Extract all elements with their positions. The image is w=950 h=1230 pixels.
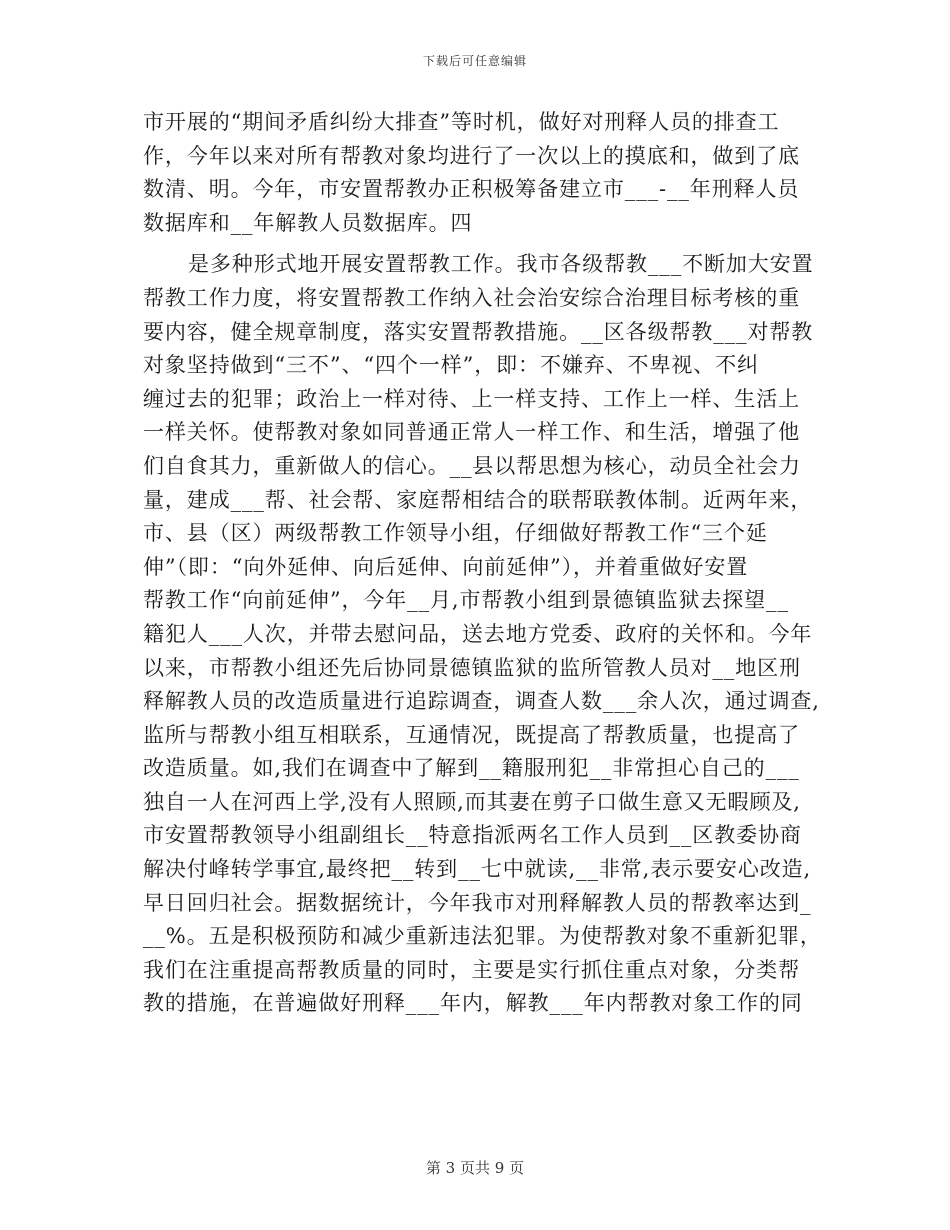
text-line: 市开展的“期间矛盾纠纷大排查”等时机，做好对刑释人员的排查工 xyxy=(143,110,780,134)
text-line: 教的措施，在普遍做好刑释___年内，解教___年内帮教对象工作的同 xyxy=(143,991,803,1016)
text-line: 量，建成___帮、社会帮、家庭帮相结合的联帮联教体制。近两年来， xyxy=(143,487,813,512)
page-header: 下载后可任意编辑 xyxy=(422,54,527,68)
document-body xyxy=(143,106,823,1021)
text-line: 释解教人员的改造质量进行追踪调查，调查人数___余人次，通过调查, xyxy=(143,689,820,714)
text-line: 市安置帮教领导小组副组长__特意指派两名工作人员到__区教委协商 xyxy=(143,823,802,848)
text-line: 作，今年以来对所有帮教对象均进行了一次以上的摸底和，做到了底 xyxy=(143,143,800,168)
text-line: 监所与帮教小组互相联系，互通情况，既提高了帮教质量，也提高了 xyxy=(143,722,800,747)
text-line: 籍犯人___人次，并带去慰问品，送去地方党委、政府的关怀和。今年 xyxy=(143,621,813,646)
text-line: 我们在注重提高帮教质量的同时，主要是实行抓住重点对象，分类帮 xyxy=(143,957,800,982)
text-line: 市、县（区）两级帮教工作领导小组，仔细做好帮教工作“三个延 xyxy=(143,521,768,546)
text-line: 要内容，健全规章制度，落实安置帮教措施。__区各级帮教___对帮教 xyxy=(143,319,814,344)
text-line: 帮教工作“向前延伸”，今年__月,市帮教小组到景德镇监狱去探望__ xyxy=(143,588,789,613)
text-line: 早日回归社会。据数据统计，今年我市对刑释解教人员的帮教率达到_ xyxy=(143,890,812,915)
text-line: 缠过去的犯罪；政治上一样对待、上一样支持、工作上一样、生活上 xyxy=(143,386,800,411)
text-line: 们自食其力，重新做人的信心。__县以帮思想为核心，动员全社会力 xyxy=(143,453,801,478)
text-line: 数清、明。今年，市安置帮教办正积极筹备建立市___-__年刑释人员 xyxy=(143,177,800,202)
text-line: 是多种形式地开展安置帮教工作。我市各级帮教___不断加大安置 xyxy=(188,252,814,277)
text-line: 对象坚持做到“三不”、“四个一样”，即：不嫌弃、不卑视、不纠 xyxy=(143,353,759,378)
text-line: 以来，市帮教小组还先后协同景德镇监狱的监所管教人员对__地区刑 xyxy=(143,655,801,680)
text-line: 帮教工作力度，将安置帮教工作纳入社会治安综合治理目标考核的重 xyxy=(143,285,800,310)
paragraph-1 xyxy=(143,106,823,240)
text-line: __%。五是积极预防和减少重新违法犯罪。为使帮教对象不重新犯罪， xyxy=(143,924,822,949)
text-line: 解决付峰转学事宜,最终把__转到__七中就读,__非常,表示要安心改造, xyxy=(143,857,812,882)
text-line: 独自一人在河西上学,没有人照顾,而其妻在剪子口做生意又无暇顾及, xyxy=(143,789,801,814)
text-line: 伸”（即：“向外延伸、向后延伸、向前延伸”），并着重做好安置 xyxy=(143,554,749,579)
text-line: 数据库和__年解教人员数据库。四 xyxy=(143,210,473,235)
page-number: 第 3 页共 9 页 xyxy=(425,1159,525,1177)
text-line: 一样关怀。使帮教对象如同普通正常人一样工作、和生活，增强了他 xyxy=(143,420,800,445)
paragraph-2 xyxy=(143,248,823,1021)
text-line: 改造质量。如,我们在调查中了解到__籍服刑犯__非常担心自己的___ xyxy=(143,756,800,781)
